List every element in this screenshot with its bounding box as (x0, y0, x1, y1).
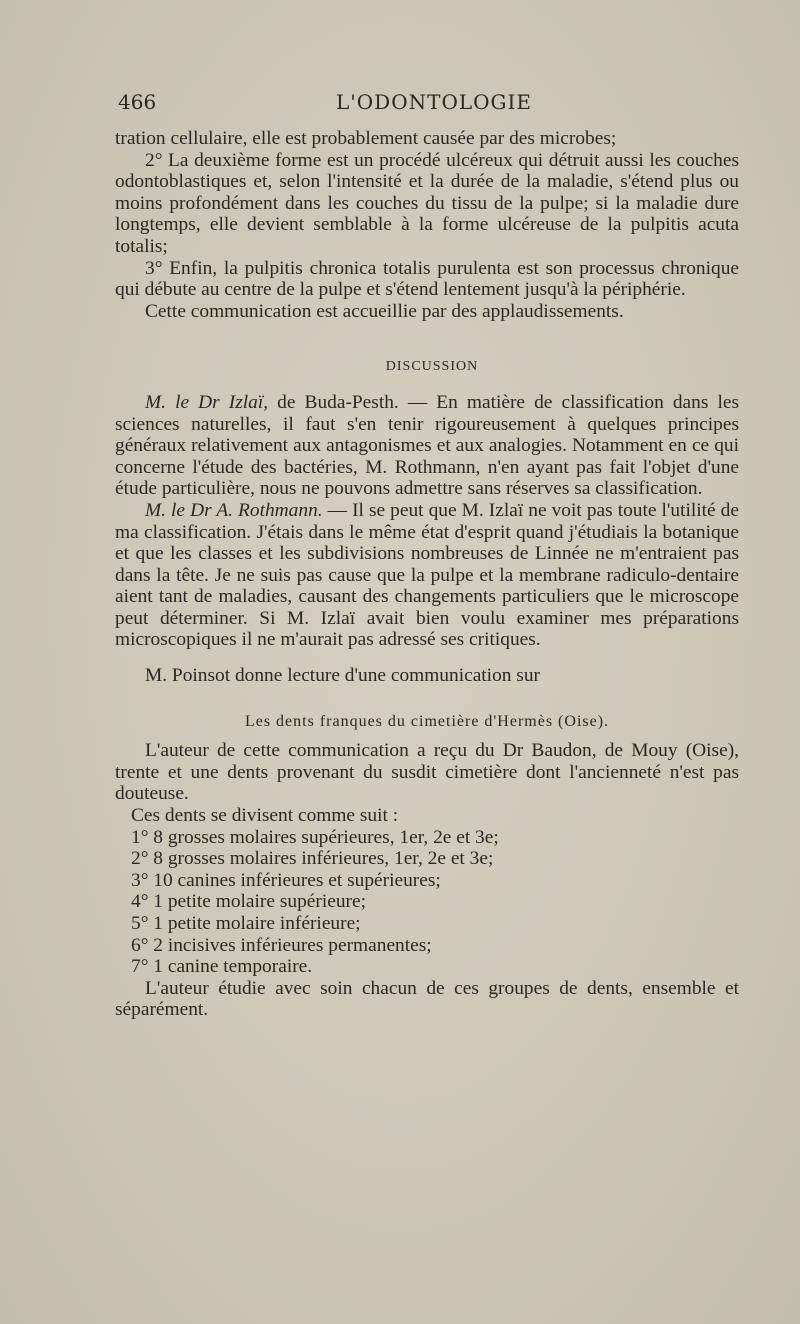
list-item: 5° 1 petite molaire inférieure; (131, 913, 361, 934)
list-item: 2° 8 grosses molaires inférieures, 1er, 2e et 3e; (131, 848, 494, 870)
list-item: 7° 1 canine temporaire. (131, 956, 313, 978)
paragraph-poinsot: M. Poinsot donne lecture d'une communication sur (145, 665, 541, 687)
izlai-remarks: de Buda-Pesth. — En matière de classification dans les sciences naturelles, il faut s'en tenir rigoureusement à quelques principes généraux relativement aux antagonismes et aux analogies. Notamment en ce qui concerne l'étude des bactéries, M. Rothmann, n'en ayant pas fait l'objet d'une étude particulière, nous ne pouvons admettre sans réserves sa classification. (115, 391, 739, 500)
journal-title: L'ODONTOLOGIE (336, 90, 532, 114)
section-heading: Les dents franques du cimetière d'Hermès (Oise). (244, 712, 610, 730)
list-item: 4° 1 petite molaire supérieure; (131, 891, 366, 913)
list-item: 6° 2 incisives inférieures permanentes; (131, 934, 432, 956)
paragraph-intro: L'auteur de cette communication a reçu du Dr Baudon, de Mouy (Oise), trente et une dents provenant du susdit cimetière dont l'ancienneté n'est pas douteuse. (115, 740, 739, 805)
paragraph-rothmann (115, 500, 739, 651)
list-item: 3° 10 canines inférieures et supérieures; (131, 869, 441, 891)
paragraph-izlai (115, 392, 739, 500)
paragraph-third-form: 3° Enfin, la pulpitis chronica totalis purulenta est son processus chronique qui débute au centre de la pulpe et s'étend lentement jusqu'à la périphérie. (115, 257, 739, 301)
speaker-rothmann: M. le Dr A. Rothmann. (145, 499, 323, 521)
paragraph-applause: Cette communication est accueillie par des applaudissements. (145, 300, 624, 322)
paragraph-continuation: tration cellulaire, elle est probablement causée par des microbes; (115, 128, 617, 149)
speaker-izlai: M. le Dr Izlaï, (145, 391, 269, 413)
paragraph-division: Ces dents se divisent comme suit : (131, 805, 399, 827)
discussion-heading: DISCUSSION (385, 359, 479, 375)
paragraph-second-form: 2° La deuxième forme est un procédé ulcéreux qui détruit aussi les couches odontoblastiques et, selon l'intensité et la durée de la maladie, s'étend plus ou moins profondément dans les couches du tissu de la pulpe; si la maladie dure longtemps, elle devient semblable à la forme ulcéreuse de la pulpitis acuta totalis; (115, 149, 739, 257)
paragraph-closing: L'auteur étudie avec soin chacun de ces groupes de dents, ensemble et séparément. (115, 977, 739, 1021)
rothmann-remarks: — Il se peut que M. Izlaï ne voit pas toute l'utilité de ma classification. J'étais dans le même état d'esprit quand j'étudiais la botanique et que les classes et les subdivisions nombreuses de Linnée ne m'entraient pas dans la tête. Je ne suis pas cause que la pulpe et la membrane radiculo-dentaire aient tant de maladies, causant des changements particuliers que le microscope peut déterminer. Si M. Izlaï avait bien voulu examiner mes préparations microscopiques il ne m'aurait pas adressé ses critiques. (115, 499, 739, 651)
list-item: 1° 8 grosses molaires supérieures, 1er, 2e et 3e; (131, 826, 499, 848)
running-head (118, 90, 738, 116)
body-text (115, 128, 739, 1021)
page-number: 466 (118, 90, 157, 114)
